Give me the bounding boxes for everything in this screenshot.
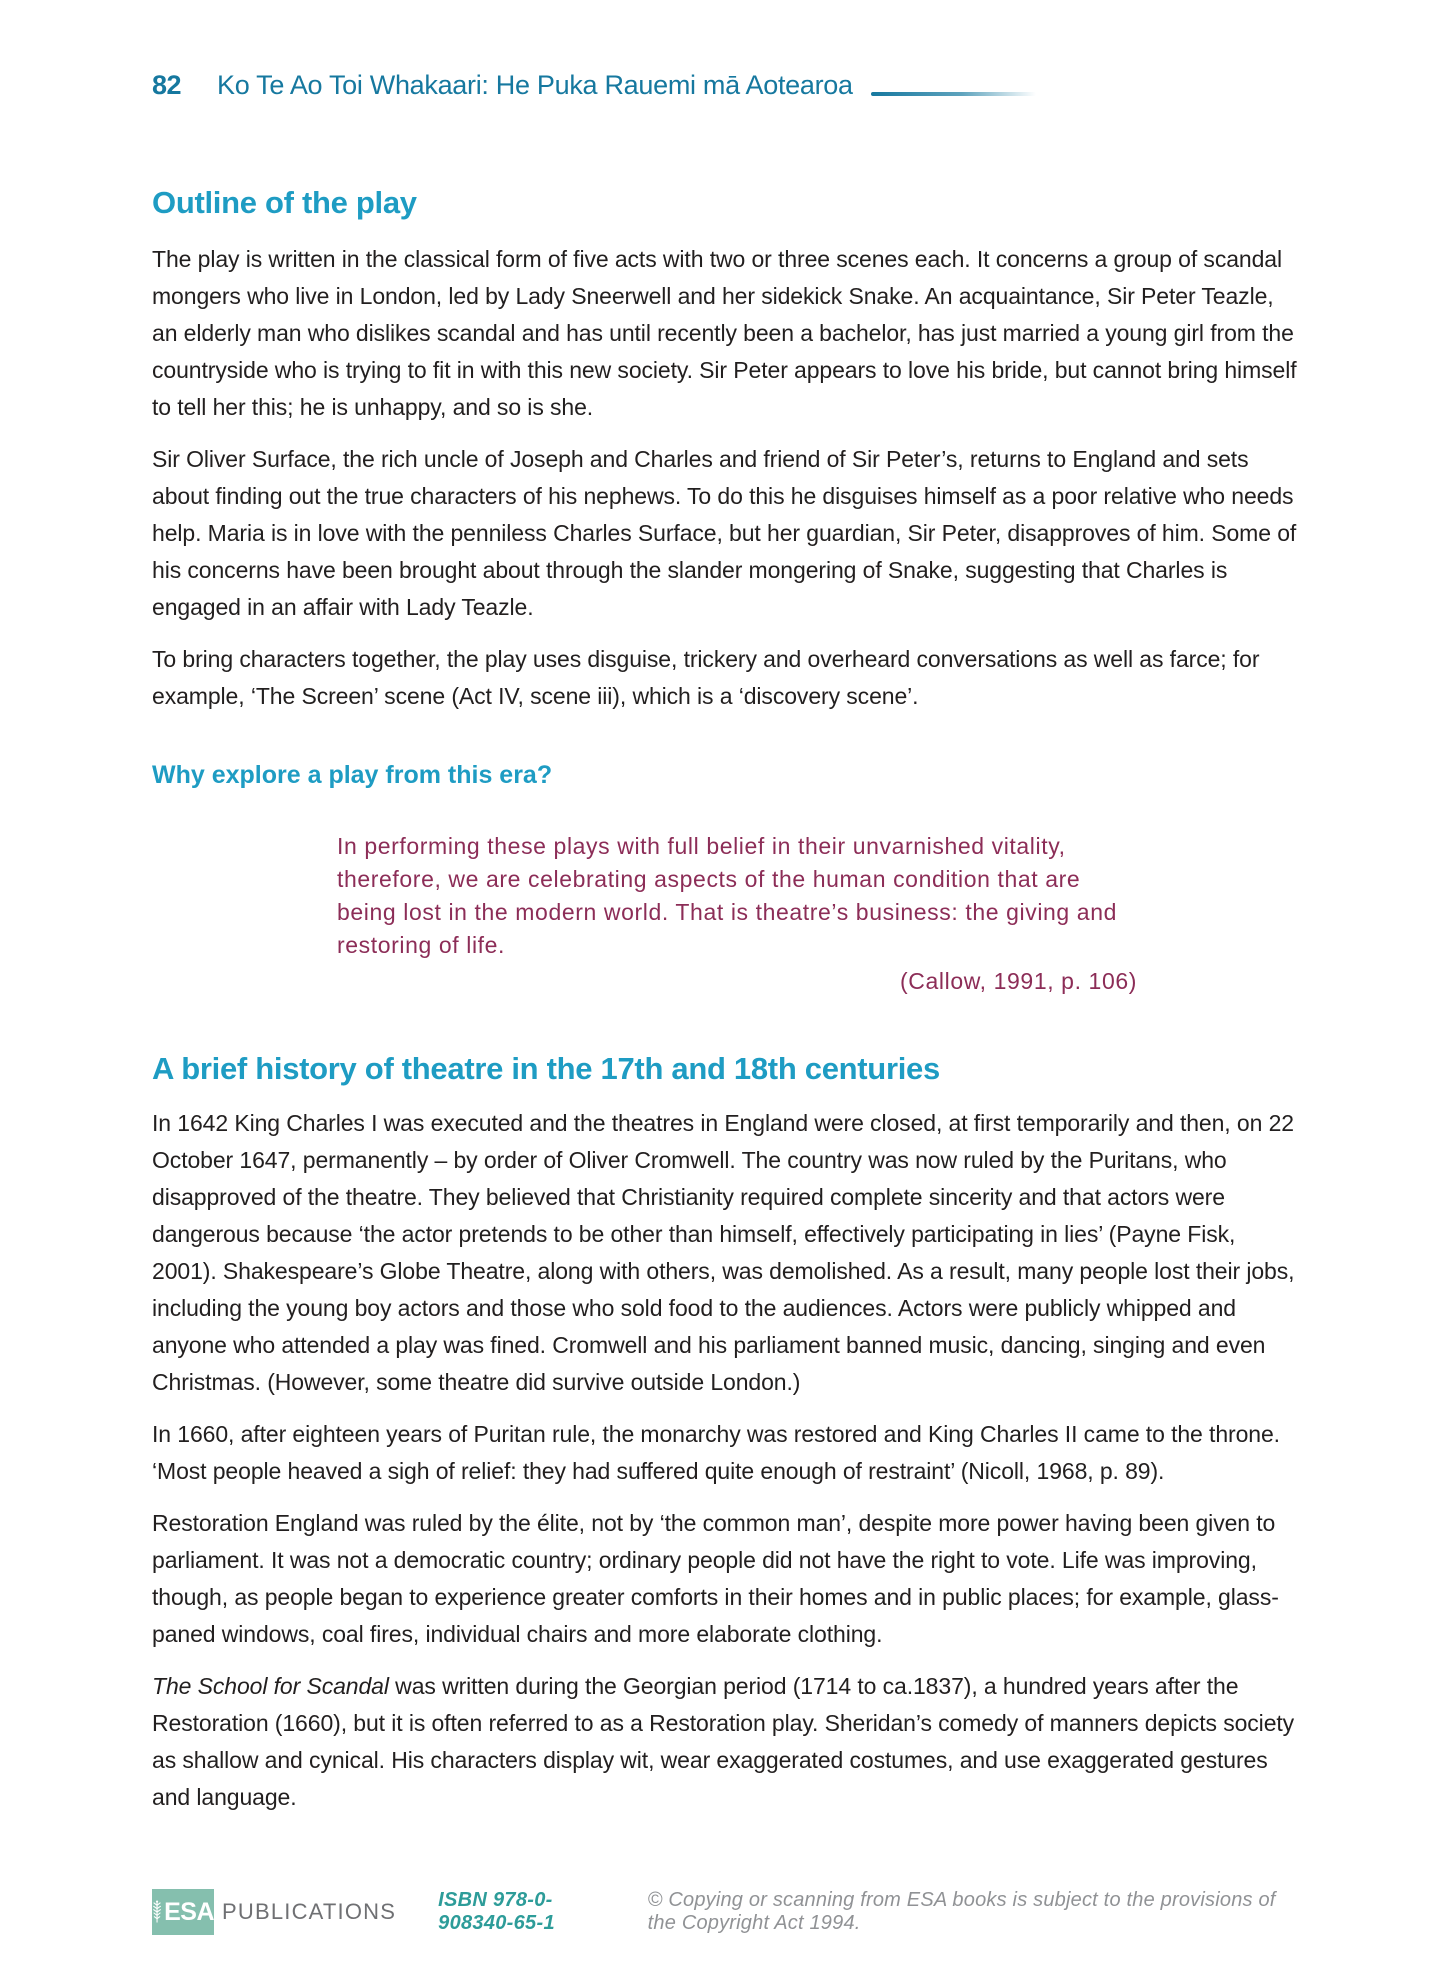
history-paragraph-4-text: was written during the Georgian period (1714 to ca.1837), a hundred years after the Restoration (1660), but it is often referred to as a Restoration play. Sheridan’s comedy of manners depicts society as shallow and cynical. His characters display wit, wear exaggerated costumes, and use exaggerated gestures and language. — [152, 1673, 1295, 1810]
outline-paragraph-3: To bring characters together, the play uses disguise, trickery and overheard conversations as well as farce; for example, ‘The Screen’ scene (Act IV, scene iii), which is a ‘discovery scene’. — [152, 646, 1260, 709]
esa-logo — [152, 1889, 214, 1935]
quote-block — [337, 830, 1137, 995]
history-paragraph-3: Restoration England was ruled by the élite, not by ‘the common man’, despite more power having been given to parliament. It was not a democratic country; ordinary people did not have the right to vote. Life was improving, though, as people began to experience greater comforts in their homes and in public places; for example, glass-paned windows, coal fires, individual chairs and more elaborate clothing. — [152, 1510, 1279, 1647]
quote-text: In performing these plays with full belief in their unvarnished vitality, therefore, we are celebrating aspects of the human condition that are being lost in the modern world. That is theatre’s business: the giving and restoring of life. — [337, 833, 1117, 958]
publisher-name: PUBLICATIONS — [222, 1899, 397, 1924]
header-rule-line — [871, 92, 1036, 96]
page-number: 82 — [152, 70, 182, 100]
page-footer — [152, 1889, 1305, 1935]
section-heading-history: A brief history of theatre in the 17th and 18th centuries — [152, 1051, 940, 1086]
outline-paragraph-1: The play is written in the classical form of five acts with two or three scenes each. It concerns a group of scandal mongers who live in London, led by Lady Sneerwell and her sidekick Snake. An acquaintance, Sir Peter Teazle, an elderly man who dislikes scandal and has until recently been a bachelor, has just married a young girl from the countryside who is trying to fit in with this new society. Sir Peter appears to love his bride, but cannot bring himself to tell her this; he is unhappy, and so is she. — [152, 246, 1297, 420]
history-paragraph-1: In 1642 King Charles I was executed and the theatres in England were closed, at first temporarily and then, on 22 October 1647, permanently – by order of Oliver Cromwell. The country was now ruled by the Puritans, who disapproved of the theatre. They believed that Christianity required complete sincerity and that actors were dangerous because ‘the actor pretends to be other than himself, effectively participating in lies’ (Payne Fisk, 2001). Shakespeare’s Globe Theatre, along with others, was demolished. As a result, many people lost their jobs, including the young boy actors and those who sold food to the audiences. Actors were publicly whipped and anyone who attended a play was fined. Cromwell and his parliament banned music, dancing, singing and even Christmas. (However, some theatre did survive outside London.) — [152, 1110, 1295, 1395]
fern-icon — [152, 1894, 162, 1930]
isbn-text: ISBN 978-0-908340-65-1 — [438, 1889, 555, 1934]
quote-attribution: (Callow, 1991, p. 106) — [900, 968, 1137, 994]
history-paragraph-4 — [152, 1668, 1305, 1816]
esa-logo-text: ESA — [164, 1897, 214, 1926]
section-heading-outline: Outline of the play — [152, 185, 417, 220]
copyright-notice: © Copying or scanning from ESA books is subject to the provisions of the Copyright Act 1994. — [647, 1889, 1276, 1934]
subheading-why-explore: Why explore a play from this era? — [152, 761, 553, 789]
play-title-italic: The School for Scandal — [152, 1673, 389, 1699]
history-paragraph-2: In 1660, after eighteen years of Puritan rule, the monarchy was restored and King Charles II came to the throne. ‘Most people heaved a sigh of relief: they had suffered quite enough of restraint’ (Nicoll, 1968, p. 89). — [152, 1421, 1280, 1484]
running-header — [152, 70, 1305, 101]
outline-paragraph-2: Sir Oliver Surface, the rich uncle of Joseph and Charles and friend of Sir Peter’s, returns to England and sets about finding out the true characters of his nephews. To do this he disguises himself as a poor relative who needs help. Maria is in love with the penniless Charles Surface, but her guardian, Sir Peter, disapproves of him. Some of his concerns have been brought about through the slander mongering of Snake, suggesting that Charles is engaged in an affair with Lady Teazle. — [152, 446, 1297, 620]
running-title: Ko Te Ao Toi Whakaari: He Puka Rauemi mā Aotearoa — [217, 70, 853, 100]
